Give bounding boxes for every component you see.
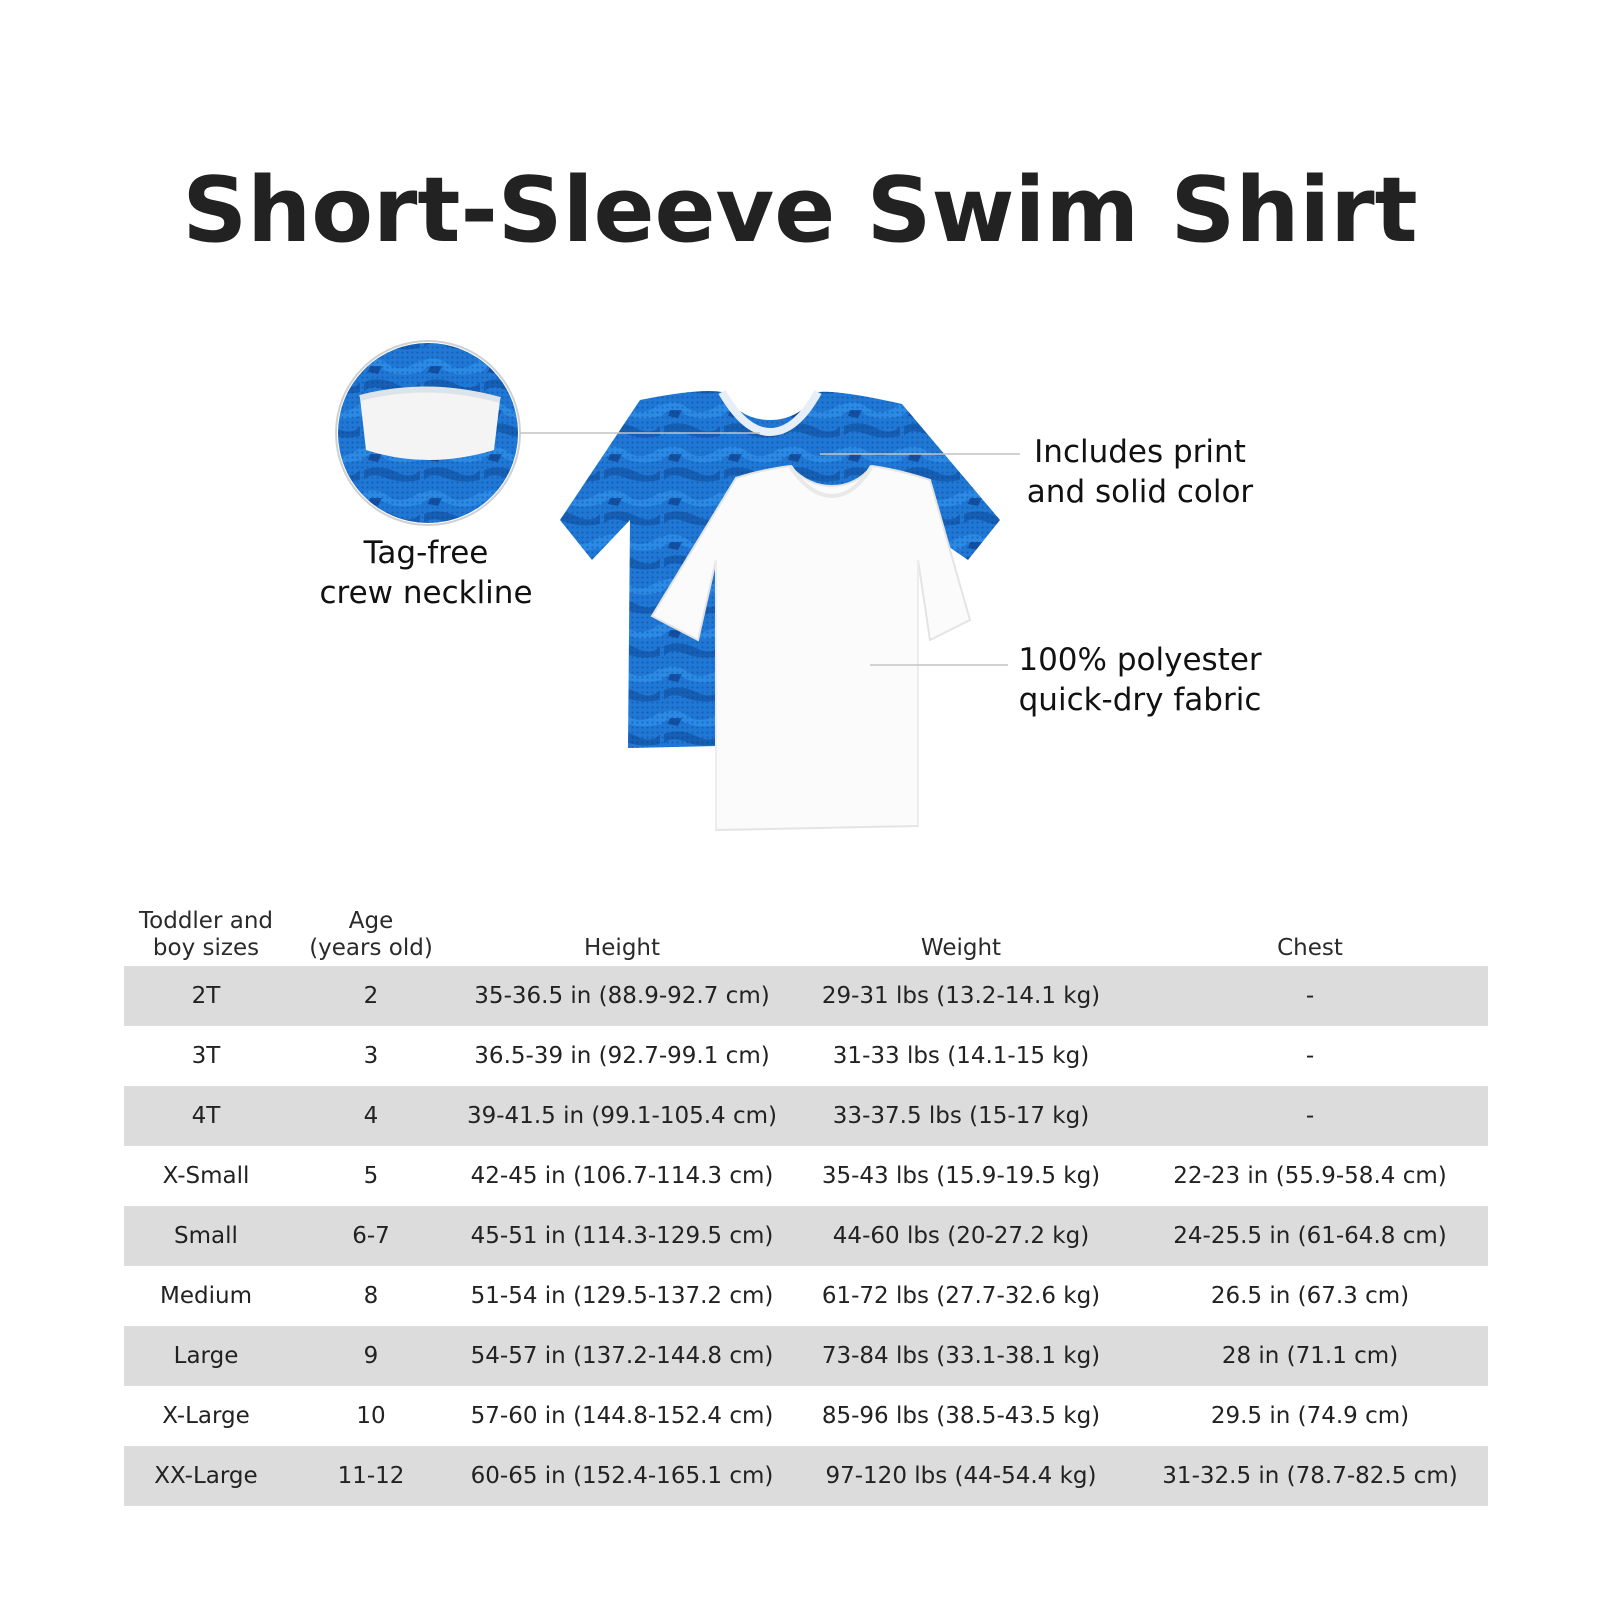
table-row bbox=[124, 1266, 1488, 1326]
callout-neckline-line2: crew neckline bbox=[319, 575, 533, 611]
cell-height: 60-65 in (152.4-165.1 cm) bbox=[470, 1463, 774, 1489]
header-age bbox=[288, 908, 454, 962]
header-height: Height bbox=[583, 935, 661, 961]
cell-weight: 33-37.5 lbs (15-17 kg) bbox=[832, 1103, 1090, 1129]
cell-height: 54-57 in (137.2-144.8 cm) bbox=[470, 1343, 774, 1369]
cell-size: 2T bbox=[191, 983, 221, 1009]
cell-age: 9 bbox=[363, 1343, 379, 1369]
callout-print bbox=[1010, 432, 1270, 512]
cell-chest: 22-23 in (55.9-58.4 cm) bbox=[1173, 1163, 1447, 1189]
cell-height: 57-60 in (144.8-152.4 cm) bbox=[470, 1403, 774, 1429]
cell-size: XX-Large bbox=[154, 1463, 258, 1489]
cell-size: X-Small bbox=[162, 1163, 250, 1189]
cell-age: 4 bbox=[363, 1103, 379, 1129]
cell-size: 3T bbox=[191, 1043, 221, 1069]
cell-size: Small bbox=[174, 1223, 238, 1249]
cell-weight: 35-43 lbs (15.9-19.5 kg) bbox=[821, 1163, 1101, 1189]
cell-chest: 31-32.5 in (78.7-82.5 cm) bbox=[1162, 1463, 1458, 1489]
cell-size: Medium bbox=[160, 1283, 252, 1309]
cell-chest: 28 in (71.1 cm) bbox=[1221, 1343, 1399, 1369]
cell-chest: - bbox=[1305, 983, 1315, 1009]
page-title: Short-Sleeve Swim Shirt bbox=[182, 158, 1418, 263]
cell-chest: 26.5 in (67.3 cm) bbox=[1210, 1283, 1410, 1309]
callout-neckline-line1: Tag-free bbox=[363, 535, 489, 571]
cell-age: 8 bbox=[363, 1283, 379, 1309]
header-size-line1: Toddler and bbox=[139, 908, 273, 934]
cell-height: 45-51 in (114.3-129.5 cm) bbox=[470, 1223, 774, 1249]
table-row bbox=[124, 966, 1488, 1026]
table-row bbox=[124, 1206, 1488, 1266]
table-row bbox=[124, 1326, 1488, 1386]
table-row bbox=[124, 1446, 1488, 1506]
callout-fabric-line2: quick-dry fabric bbox=[1018, 682, 1262, 718]
table-row bbox=[124, 1386, 1488, 1446]
size-chart-table bbox=[124, 900, 1488, 1506]
header-size-line2: boy sizes bbox=[152, 935, 260, 961]
header-chest: Chest bbox=[1277, 935, 1343, 961]
cell-weight: 73-84 lbs (33.1-38.1 kg) bbox=[821, 1343, 1101, 1369]
cell-height: 35-36.5 in (88.9-92.7 cm) bbox=[474, 983, 770, 1009]
cell-height: 36.5-39 in (92.7-99.1 cm) bbox=[474, 1043, 770, 1069]
cell-chest: 24-25.5 in (61-64.8 cm) bbox=[1173, 1223, 1447, 1249]
table-header-row bbox=[124, 900, 1488, 966]
cell-age: 2 bbox=[363, 983, 379, 1009]
callout-neckline bbox=[296, 533, 556, 613]
cell-age: 6-7 bbox=[352, 1223, 390, 1249]
cell-height: 39-41.5 in (99.1-105.4 cm) bbox=[466, 1103, 778, 1129]
cell-weight: 61-72 lbs (27.7-32.6 kg) bbox=[821, 1283, 1101, 1309]
cell-size: 4T bbox=[191, 1103, 221, 1129]
cell-weight: 29-31 lbs (13.2-14.1 kg) bbox=[821, 983, 1101, 1009]
cell-age: 11-12 bbox=[337, 1463, 405, 1489]
callout-fabric-line1: 100% polyester bbox=[1018, 642, 1262, 678]
cell-chest: 29.5 in (74.9 cm) bbox=[1210, 1403, 1410, 1429]
cell-chest: - bbox=[1305, 1043, 1315, 1069]
callout-fabric bbox=[1010, 640, 1270, 720]
cell-size: X-Large bbox=[162, 1403, 250, 1429]
header-size bbox=[124, 908, 288, 962]
cell-weight: 31-33 lbs (14.1-15 kg) bbox=[832, 1043, 1090, 1069]
table-row bbox=[124, 1026, 1488, 1086]
cell-chest: - bbox=[1305, 1103, 1315, 1129]
header-weight: Weight bbox=[920, 935, 1002, 961]
cell-height: 42-45 in (106.7-114.3 cm) bbox=[470, 1163, 774, 1189]
cell-age: 5 bbox=[363, 1163, 379, 1189]
cell-size: Large bbox=[173, 1343, 239, 1369]
cell-weight: 85-96 lbs (38.5-43.5 kg) bbox=[821, 1403, 1101, 1429]
cell-age: 10 bbox=[356, 1403, 386, 1429]
table-row bbox=[124, 1086, 1488, 1146]
neckline-closeup bbox=[330, 340, 530, 530]
callout-print-line2: and solid color bbox=[1026, 474, 1254, 510]
cell-height: 51-54 in (129.5-137.2 cm) bbox=[470, 1283, 774, 1309]
callout-print-line1: Includes print bbox=[1034, 434, 1246, 470]
cell-weight: 44-60 lbs (20-27.2 kg) bbox=[832, 1223, 1090, 1249]
table-row bbox=[124, 1146, 1488, 1206]
cell-age: 3 bbox=[363, 1043, 379, 1069]
cell-weight: 97-120 lbs (44-54.4 kg) bbox=[825, 1463, 1097, 1489]
header-age-line1: Age bbox=[348, 908, 394, 934]
header-age-line2: (years old) bbox=[309, 935, 433, 961]
